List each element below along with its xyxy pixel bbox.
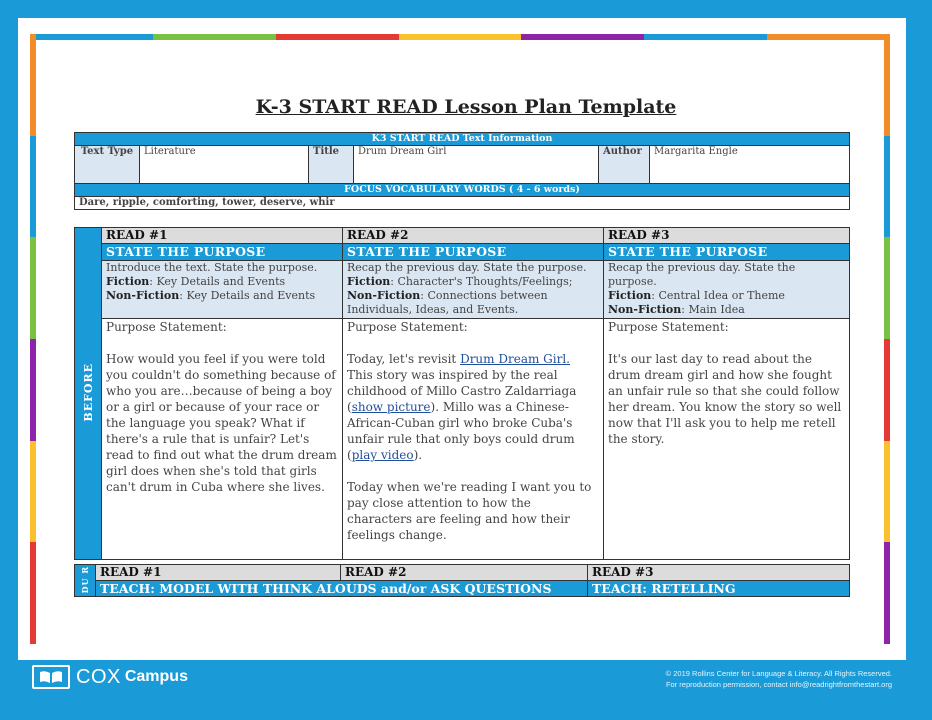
title-label: Title (309, 146, 354, 184)
read2-purpose-statement: Purpose Statement: Today, let's revisit Drum Dream Girl. This story was inspired by the real childhood of Millo Castro Zaldarriaga (show picture). Millo was a Chinese-African-Cuban girl who broke Cuba's unfair rule that only boys could drum (play video). Today when we're reading I want you to pay close attention to how the characters are feeling and how their feelings change. (343, 319, 604, 560)
read2-header: READ #2 (343, 228, 604, 244)
book-icon (32, 665, 70, 689)
before-reading-table (74, 227, 850, 560)
read2-purpose-title: STATE THE PURPOSE (343, 244, 604, 261)
vocab-words: Dare, ripple, comforting, tower, deserve, whir (75, 197, 850, 210)
text-type-label: Text Type (75, 146, 140, 184)
cox-campus-logo (32, 666, 188, 688)
author-label: Author (599, 146, 650, 184)
author-value: Margarita Engle (650, 146, 850, 184)
drum-dream-girl-link[interactable]: Drum Dream Girl. (460, 352, 570, 366)
copyright-line: © 2019 Rollins Center for Language & Literacy. All Rights Reserved. (665, 669, 892, 678)
top-color-stripe (30, 34, 890, 40)
page-title: K-3 START READ Lesson Plan Template (255, 96, 677, 118)
play-video-link[interactable]: play video (351, 448, 414, 462)
read1-purpose-statement: Purpose Statement: How would you feel if you were told you couldn't do something because of who you are…because of being a boy or a girl or because of your race or the language you speak? What if there's a rule that is unfair? Let's read to find out what the drum dream girl does when she's told that girls can't drum in Cuba where she lives. (102, 319, 343, 560)
during-read1-header: READ #1 (96, 565, 341, 581)
permission-line: For reproduction permission, contact info@readrightfromthestart.org (665, 680, 892, 689)
during-read3-header: READ #3 (588, 565, 850, 581)
read3-purpose-statement: Purpose Statement: It's our last day to read about the drum dream girl and how she fought an unfair rule so that she could follow her dream. You know the story so well now that I'll ask you to help me retell the story. (604, 319, 850, 560)
read1-instructions: Introduce the text. State the purpose. Fiction: Key Details and Events Non-Fiction: Key Details and Events (102, 261, 343, 319)
read3-instructions: Recap the previous day. State the purpose. Fiction: Central Idea or Theme Non-Fiction: Main Idea (604, 261, 850, 319)
text-type-value: Literature (140, 146, 309, 184)
vocab-header: FOCUS VOCABULARY WORDS ( 4 - 6 words) (75, 184, 850, 197)
read2-instructions: Recap the previous day. State the purpose. Fiction: Character's Thoughts/Feelings; Non-Fiction: Connections between Individuals, Ideas, and Events. (343, 261, 604, 319)
title-value: Drum Dream Girl (354, 146, 599, 184)
right-color-stripe (884, 34, 890, 644)
brand-cox: COX (76, 665, 121, 688)
text-info-table (74, 132, 850, 210)
teach-think-alouds: TEACH: MODEL WITH THINK ALOUDS and/or ASK QUESTIONS (96, 581, 588, 597)
show-picture-link[interactable]: show picture (351, 400, 431, 414)
left-color-stripe (30, 34, 36, 644)
during-reading-table (74, 564, 850, 597)
read3-header: READ #3 (604, 228, 850, 244)
brand-campus: Campus (124, 668, 188, 685)
read3-purpose-title: STATE THE PURPOSE (604, 244, 850, 261)
before-side-label: BEFORE (75, 228, 102, 560)
read1-header: READ #1 (102, 228, 343, 244)
teach-retelling: TEACH: RETELLING (588, 581, 850, 597)
during-read2-header: READ #2 (341, 565, 588, 581)
text-info-header: K3 START READ Text Information (75, 133, 850, 146)
read1-purpose-title: STATE THE PURPOSE (102, 244, 343, 261)
footer-copyright (666, 668, 892, 690)
during-side-label: DU R (75, 565, 96, 597)
